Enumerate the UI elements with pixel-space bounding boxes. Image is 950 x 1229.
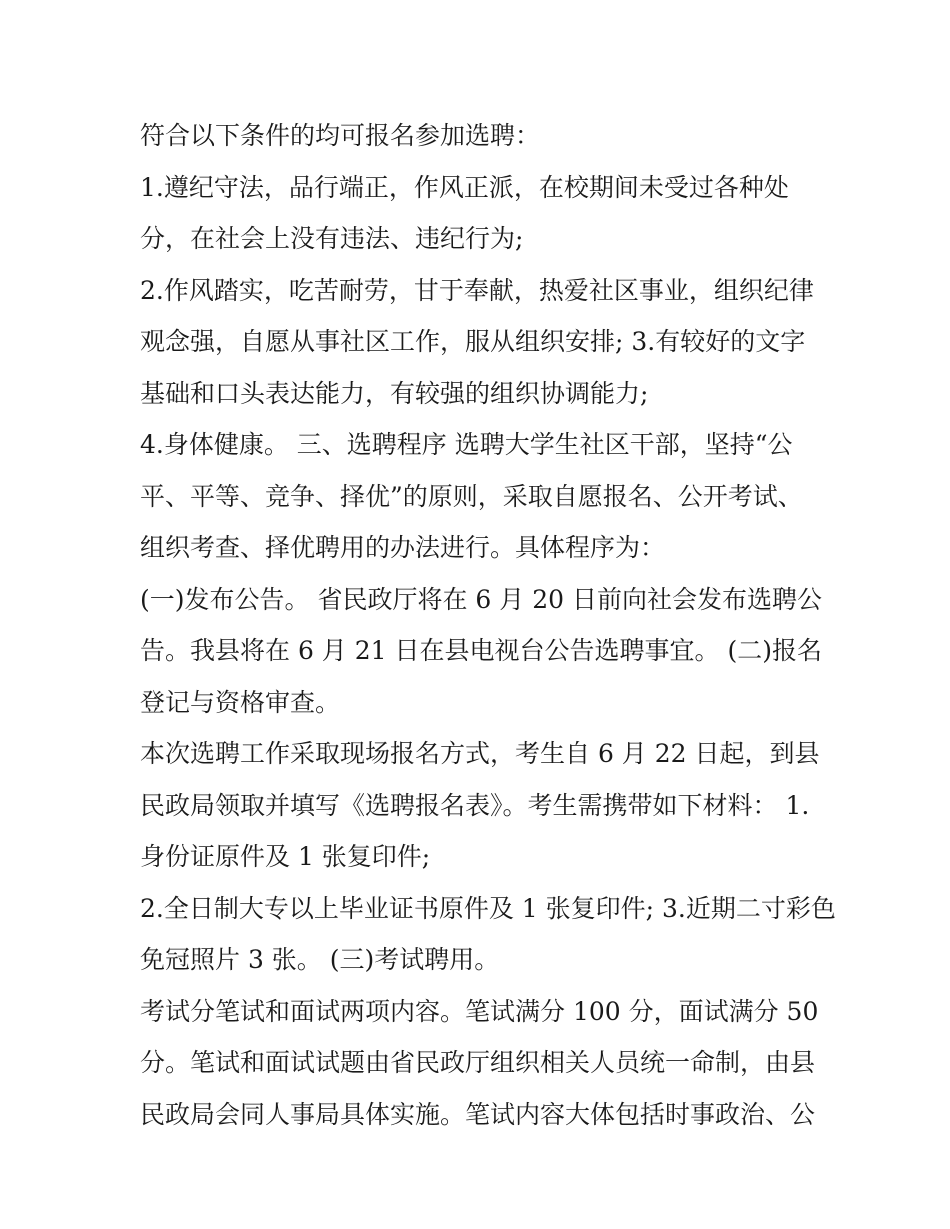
- text-line: 登记与资格审查。: [140, 687, 341, 717]
- text-line: 分。笔试和面试试题由省民政厅组织相关人员统一命制，由县: [140, 1048, 816, 1077]
- text-line: 考试分笔试和面试两项内容。笔试满分 100 分，面试满分 50: [140, 996, 819, 1026]
- text-line: 免冠照片 3 张。 (三)考试聘用。: [140, 945, 500, 974]
- text-line: 基础和口头表达能力，有较强的组织协调能力;: [140, 378, 649, 408]
- text-line: 4.身体健康。 三、选聘程序 选聘大学生社区干部，坚持“公: [140, 430, 793, 459]
- text-line: 观念强，自愿从事社区工作，服从组织安排; 3.有较好的文字: [140, 327, 806, 356]
- text-line: 本次选聘工作采取现场报名方式，考生自 6 月 22 日起，到县: [140, 739, 820, 768]
- text-line: 告。我县将在 6 月 21 日在县电视台公告选聘事宜。 (二)报名: [140, 636, 822, 665]
- text-line: 身份证原件及 1 张复印件;: [140, 842, 431, 871]
- text-line: 2.全日制大专以上毕业证书原件及 1 张复印件; 3.近期二寸彩色: [140, 893, 836, 923]
- text-line: 民政局领取并填写《选聘报名表》。考生需携带如下材料： 1.: [140, 790, 810, 820]
- text-line: 符合以下条件的均可报名参加选聘：: [140, 121, 541, 150]
- text-line: 民政局会同人事局具体实施。笔试内容大体包括时事政治、公: [140, 1099, 816, 1129]
- text-line: 2.作风踏实，吃苦耐劳，甘于奉献，热爱社区事业，组织纪律: [140, 275, 814, 305]
- text-line: 分，在社会上没有违法、违纪行为;: [140, 224, 524, 253]
- text-line: 1.遵纪守法，品行端正，作风正派，在校期间未受过各种处: [140, 172, 789, 202]
- text-line: 组织考查、择优聘用的办法进行。具体程序为：: [140, 533, 666, 562]
- document-body: [140, 110, 836, 1140]
- text-line: 平、平等、竞争、择优”的原则，采取自愿报名、公开考试、: [140, 481, 803, 511]
- text-line: (一)发布公告。 省民政厅将在 6 月 20 日前向社会发布选聘公: [140, 584, 822, 614]
